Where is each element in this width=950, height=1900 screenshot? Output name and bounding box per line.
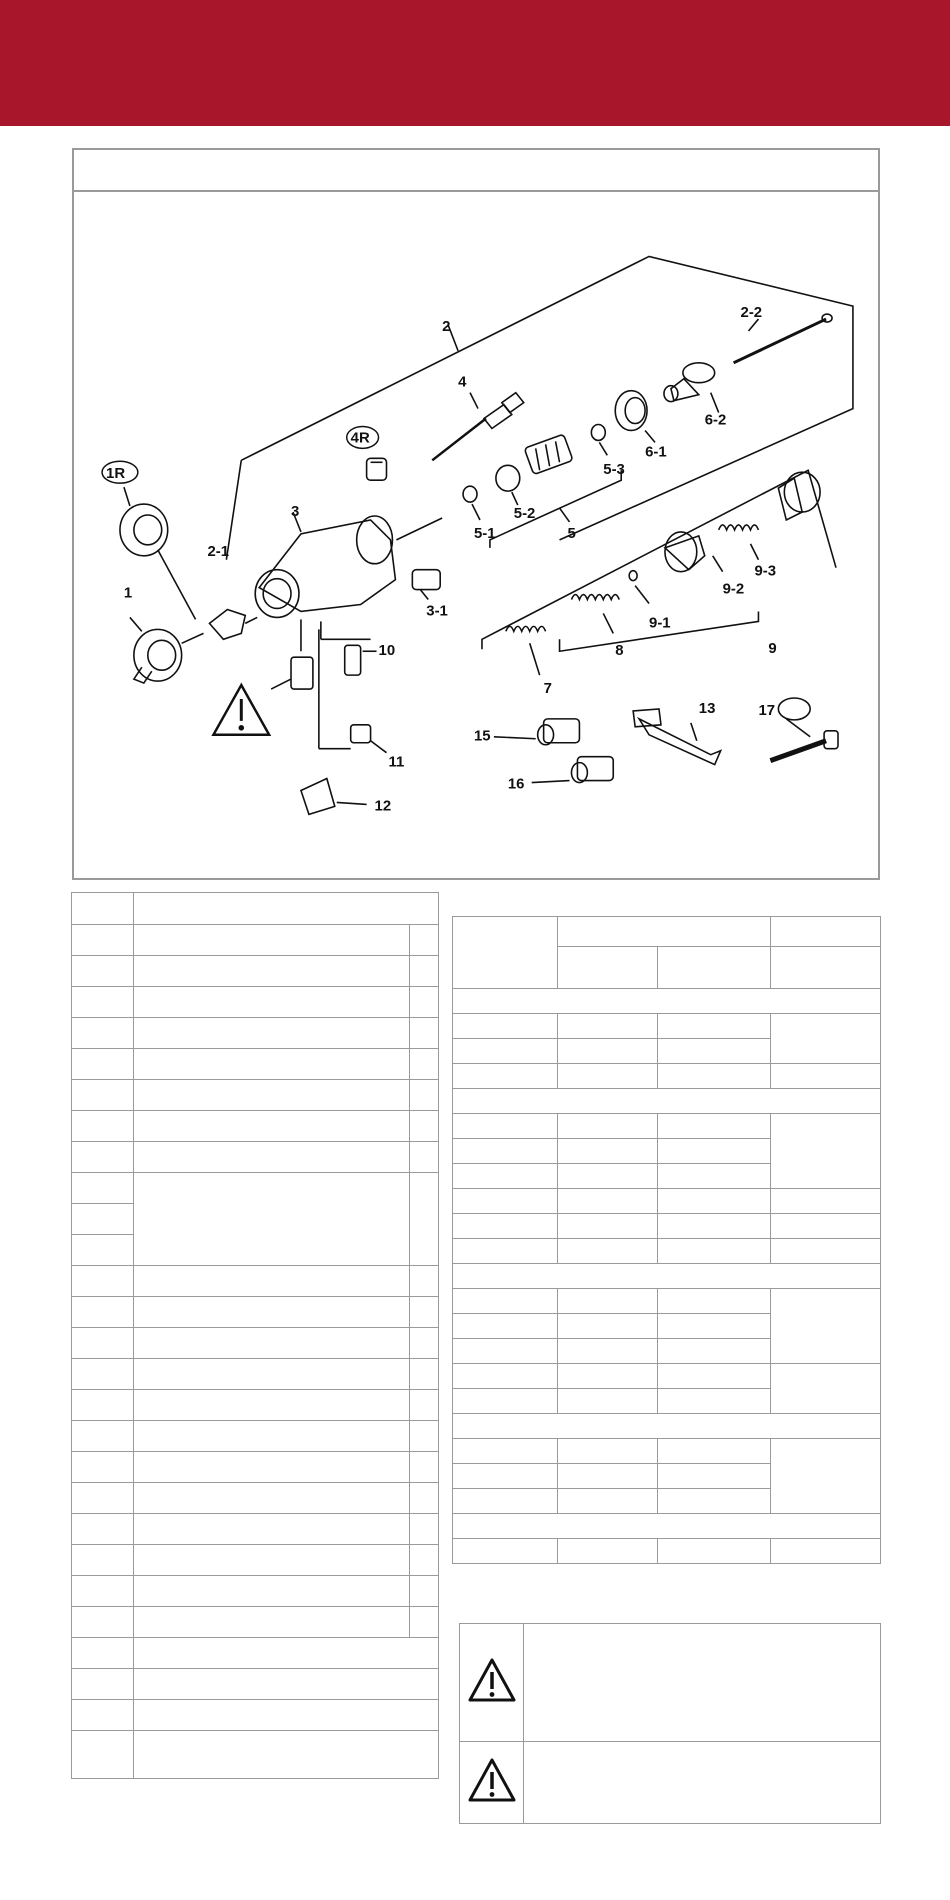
callout-13: 13 <box>698 700 716 717</box>
callout-2-1: 2-1 <box>207 543 230 560</box>
callout-5-3: 5-3 <box>603 462 625 479</box>
header-band <box>0 0 950 126</box>
callout-1R: 1R <box>106 466 126 483</box>
callout-12: 12 <box>374 798 392 815</box>
warning-triangle-icon <box>467 1757 517 1803</box>
callout-9-3: 9-3 <box>754 563 777 580</box>
needle-part <box>734 319 826 363</box>
callout-7: 7 <box>543 681 552 698</box>
callout-5-2: 5-2 <box>513 505 536 522</box>
callout-15: 15 <box>474 728 491 745</box>
callout-4: 4 <box>458 374 467 391</box>
callout-2-2: 2-2 <box>740 305 763 322</box>
callout-1: 1 <box>123 585 133 602</box>
exploded-parts-diagram <box>74 150 878 878</box>
specifications-table <box>452 916 881 1564</box>
callout-5: 5 <box>567 525 576 542</box>
table-cell <box>134 893 439 925</box>
callout-16: 16 <box>507 776 525 793</box>
callout-4R: 4R <box>350 430 370 447</box>
warning-icon-cell <box>460 1624 524 1742</box>
callout-11: 11 <box>388 754 405 771</box>
callout-3: 3 <box>291 503 300 520</box>
warnings-box <box>459 1623 881 1824</box>
parts-diagram-frame <box>72 148 880 880</box>
callout-9-2: 9-2 <box>722 581 745 598</box>
callout-3-1: 3-1 <box>426 603 448 620</box>
warning-icon-cell <box>460 1742 524 1824</box>
callout-5-1: 5-1 <box>474 525 496 542</box>
warning-triangle-icon <box>467 1657 517 1703</box>
bracket-line-2 <box>241 256 853 539</box>
callout-6-2: 6-2 <box>704 412 727 429</box>
callout-17: 17 <box>758 702 776 719</box>
gun-body <box>259 520 395 611</box>
callout-2: 2 <box>442 319 451 336</box>
parts-list-table <box>71 892 439 1779</box>
callout-8: 8 <box>615 643 624 660</box>
table-cell <box>72 893 134 925</box>
callout-9-1: 9-1 <box>649 615 671 632</box>
callout-6-1: 6-1 <box>645 444 667 461</box>
warning-text-cell <box>524 1624 881 1742</box>
warning-text-cell <box>524 1742 881 1824</box>
callout-9: 9 <box>768 641 777 658</box>
callout-10: 10 <box>378 643 396 660</box>
